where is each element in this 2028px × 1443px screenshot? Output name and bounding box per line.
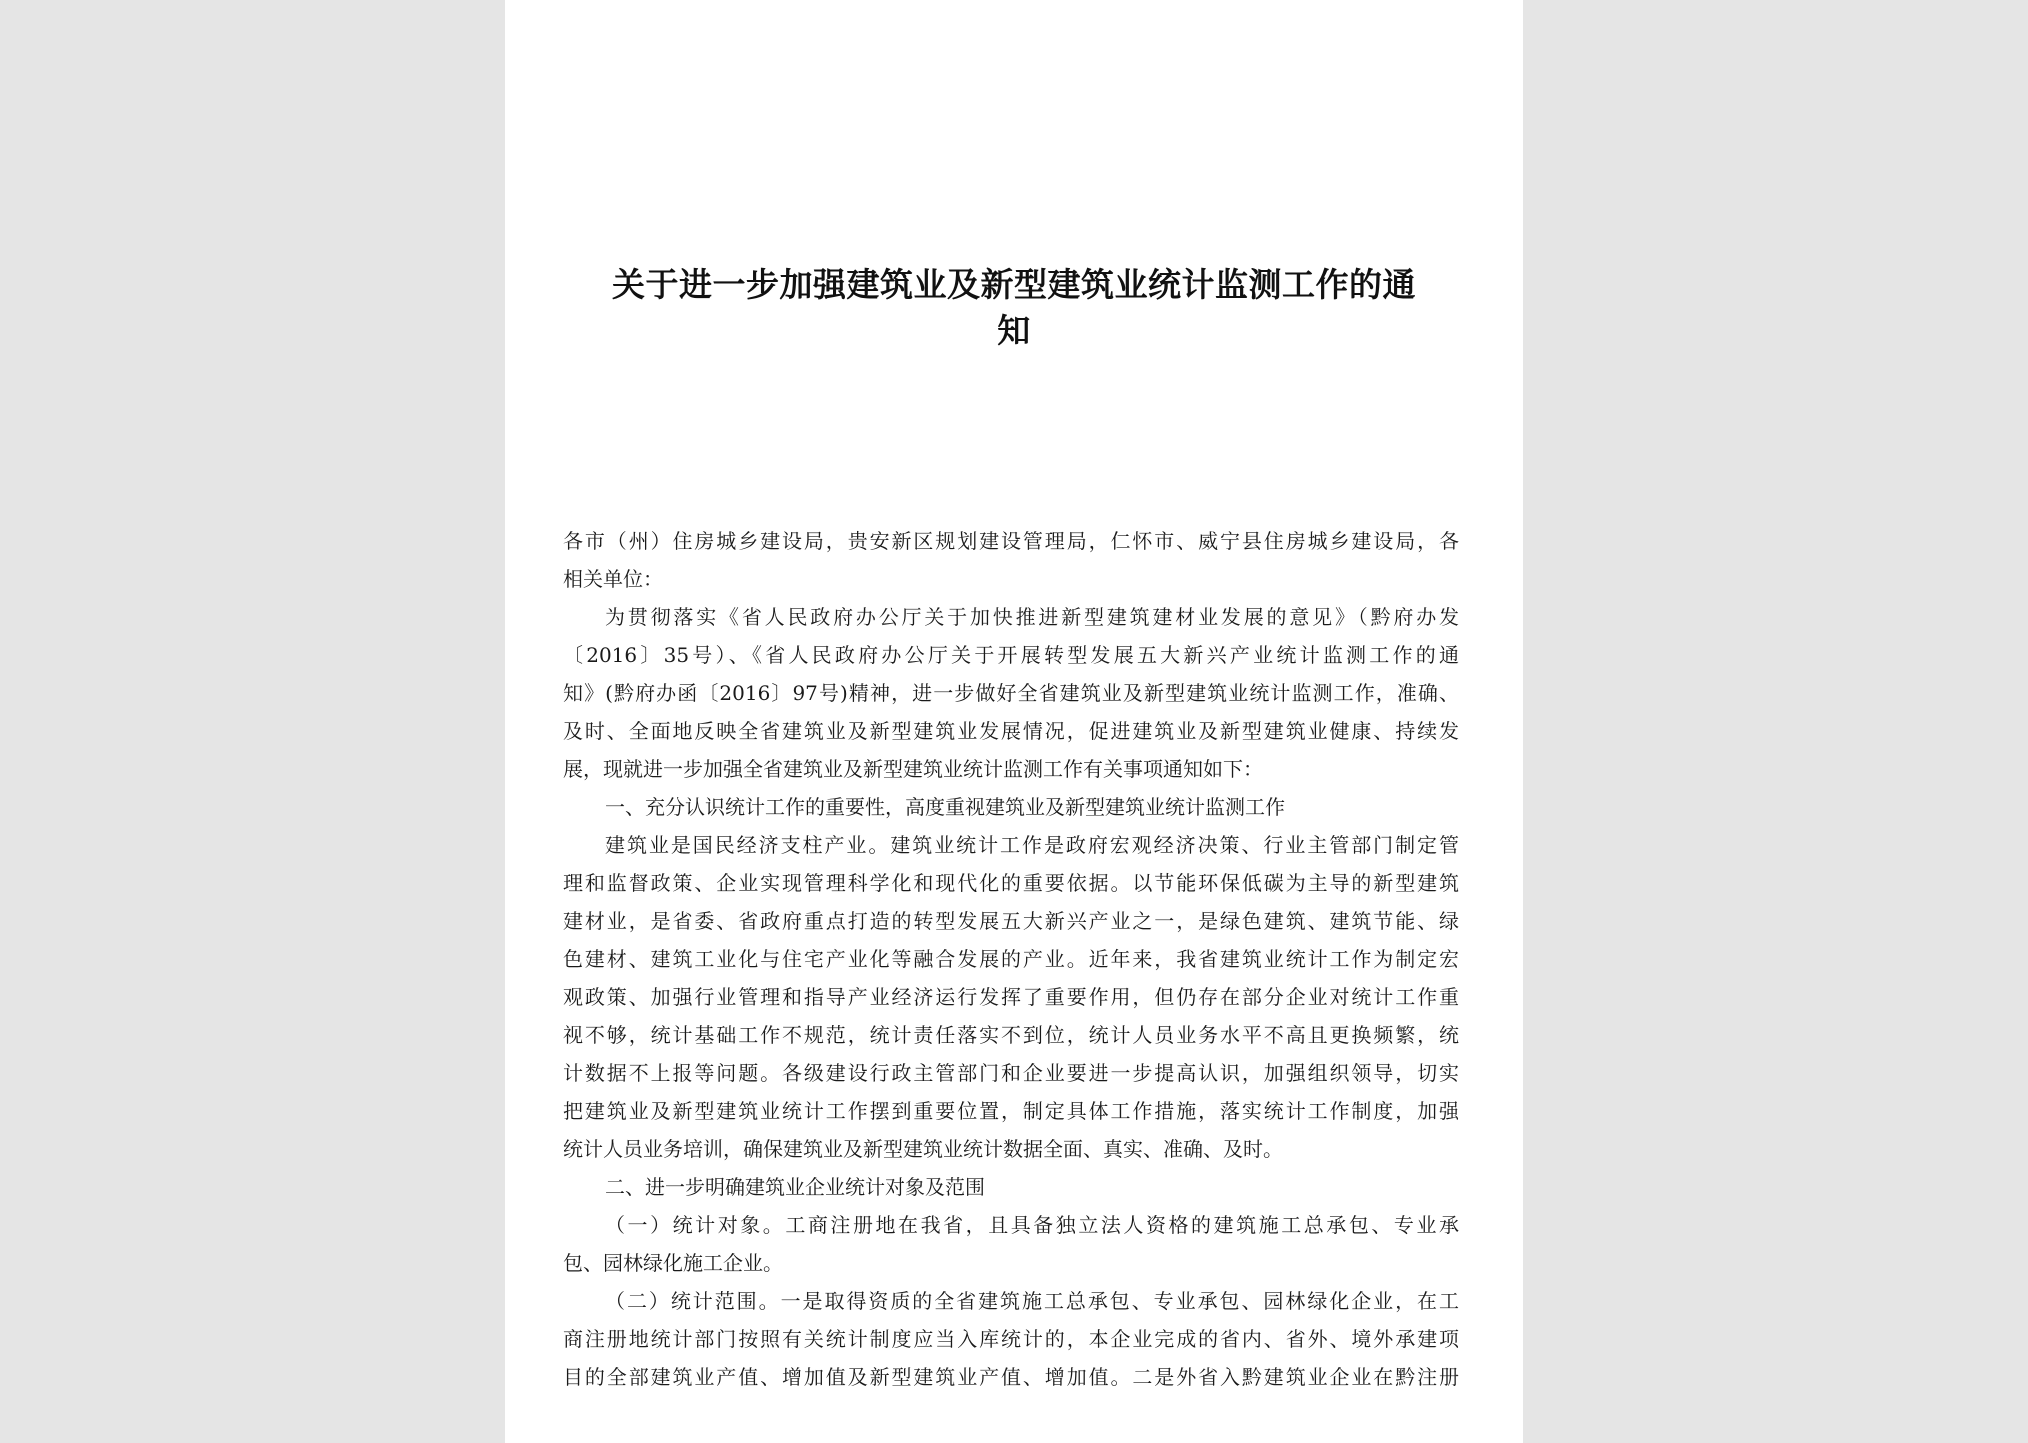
paragraph-line: 视不够，统计基础工作不规范，统计责任落实不到位，统计人员业务水平不高且更换频繁，统 — [563, 1023, 1459, 1047]
paragraph-line: 包、园林绿化施工企业。 — [563, 1251, 783, 1275]
paragraph-line: 计数据不上报等问题。各级建设行政主管部门和企业要进一步提高认识，加强组织领导，切实 — [563, 1061, 1459, 1085]
paragraph-line: 理和监督政策、企业实现管理科学化和现代化的重要依据。以节能环保低碳为主导的新型建筑 — [563, 871, 1459, 895]
paragraph-line: （二）统计范围。一是取得资质的全省建筑施工总承包、专业承包、园林绿化企业，在工 — [605, 1289, 1459, 1313]
paragraph-line: 目的全部建筑业产值、增加值及新型建筑业产值、增加值。二是外省入黔建筑业企业在黔注册 — [563, 1365, 1459, 1389]
paragraph-line: 为贯彻落实《省人民政府办公厅关于加快推进新型建筑建材业发展的意见》（黔府办发 — [605, 605, 1459, 629]
paragraph-line: 展，现就进一步加强全省建筑业及新型建筑业统计监测工作有关事项通知如下： — [563, 757, 1263, 781]
document-body — [563, 522, 1459, 1396]
document-title — [565, 262, 1463, 354]
paragraph-line: 建筑业是国民经济支柱产业。建筑业统计工作是政府宏观经济决策、行业主管部门制定管 — [605, 833, 1459, 857]
paragraph-line: 商注册地统计部门按照有关统计制度应当入库统计的，本企业完成的省内、省外、境外承建项 — [563, 1327, 1459, 1351]
paragraph-line: 色建材、建筑工业化与住宅产业化等融合发展的产业。近年来，我省建筑业统计工作为制定宏 — [563, 947, 1459, 971]
document-page — [505, 0, 1523, 1443]
paragraph-line: （一）统计对象。工商注册地在我省，且具备独立法人资格的建筑施工总承包、专业承 — [605, 1213, 1459, 1237]
paragraph-line: 〔2016〕35号）、《省人民政府办公厅关于开展转型发展五大新兴产业统计监测工作的通 — [563, 643, 1459, 667]
paragraph-line: 及时、全面地反映全省建筑业及新型建筑业发展情况，促进建筑业及新型建筑业健康、持续发 — [563, 719, 1459, 743]
paragraph-line: 统计人员业务培训，确保建筑业及新型建筑业统计数据全面、真实、准确、及时。 — [563, 1137, 1283, 1161]
paragraph-line: 各市（州）住房城乡建设局，贵安新区规划建设管理局，仁怀市、威宁县住房城乡建设局，各 — [563, 529, 1459, 553]
paragraph-line: 知》(黔府办函〔2016〕97号)精神，进一步做好全省建筑业及新型建筑业统计监测工作，准确、 — [563, 681, 1459, 705]
paragraph-line: 建材业，是省委、省政府重点打造的转型发展五大新兴产业之一，是绿色建筑、建筑节能、绿 — [563, 909, 1459, 933]
paragraph-line: 把建筑业及新型建筑业统计工作摆到重要位置，制定具体工作措施，落实统计工作制度，加强 — [563, 1099, 1459, 1123]
paragraph-line: 二、进一步明确建筑业企业统计对象及范围 — [605, 1175, 985, 1199]
document-title-line-2: 知 — [997, 311, 1031, 350]
paragraph-line: 观政策、加强行业管理和指导产业经济运行发挥了重要作用，但仍存在部分企业对统计工作重 — [563, 985, 1459, 1009]
document-title-line-1: 关于进一步加强建筑业及新型建筑业统计监测工作的通 — [612, 265, 1416, 304]
paragraph-line: 一、充分认识统计工作的重要性，高度重视建筑业及新型建筑业统计监测工作 — [605, 795, 1285, 819]
paragraph-line: 相关单位： — [563, 567, 663, 591]
